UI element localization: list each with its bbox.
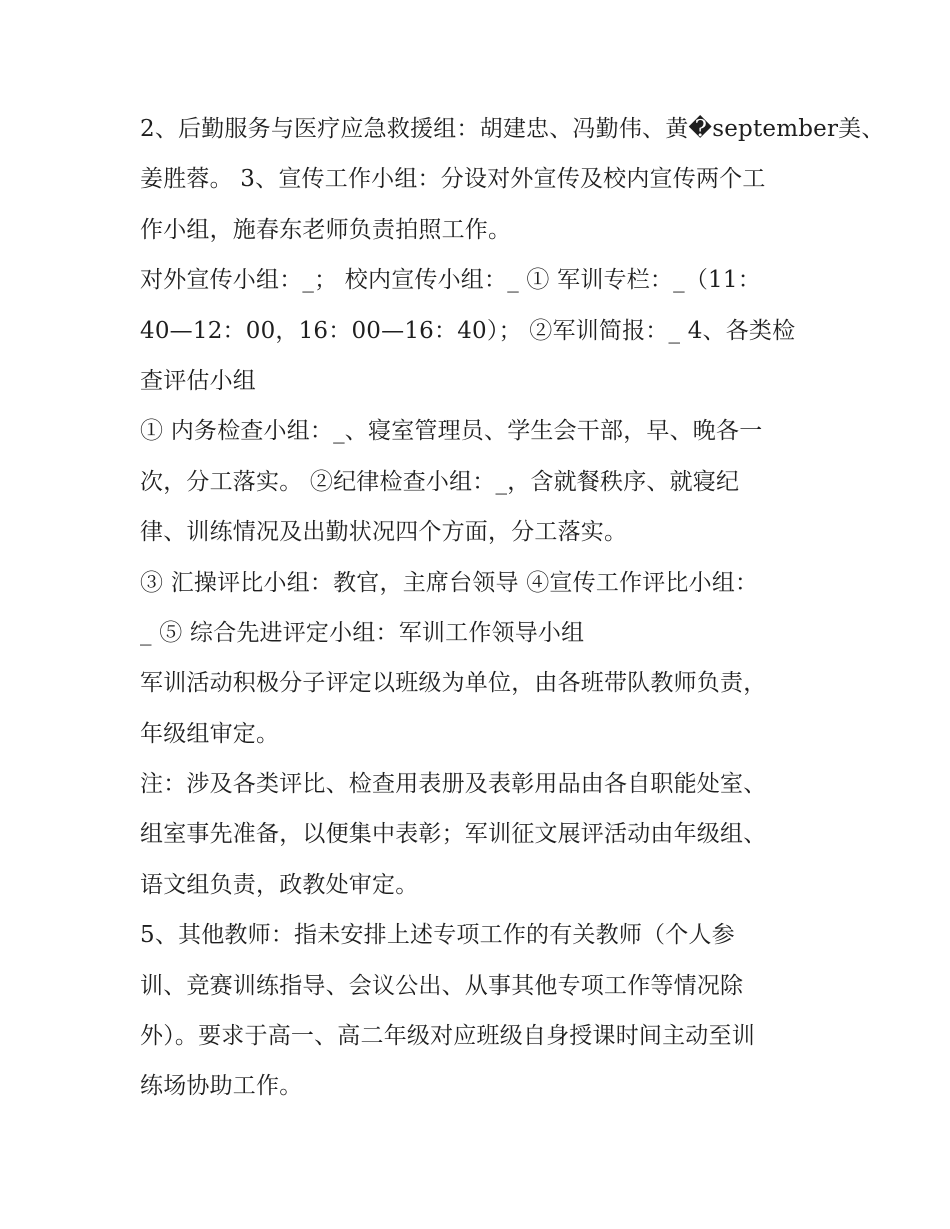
text-line: _ ⑤ 综合先进评定小组：军训工作领导小组 <box>140 619 585 646</box>
text-line: 年级组审定。 <box>140 720 280 747</box>
text-line: 注：涉及各类评比、检查用表册及表彰用品由各自职能处室、 <box>140 771 767 798</box>
text-line: 作小组，施春东老师负责拍照工作。 <box>140 216 512 243</box>
text-line: 律、训练情况及出勤状况四个方面，分工落实。 <box>140 519 628 546</box>
text-line: ① 内务检查小组：_、寝室管理员、学生会干部，早、晚各一 <box>140 418 763 445</box>
document-body <box>140 104 885 1112</box>
text-line: 对外宣传小组：_； 校内宣传小组：_ ① 军训专栏：_（11： <box>140 267 761 294</box>
text-line: 训、竞赛训练指导、会议公出、从事其他专项工作等情况除 <box>140 972 744 999</box>
text-line: 2、后勤服务与医疗应急救援组：胡建忠、冯勤伟、黄�september美、 <box>140 116 885 142</box>
text-line: 外）。要求于高一、高二年级对应班级自身授课时间主动至训 <box>140 1023 755 1050</box>
text-line: 军训活动积极分子评定以班级为单位，由各班带队教师负责， <box>140 670 767 697</box>
text-line: 组室事先准备，以便集中表彰；军训征文展评活动由年级组、 <box>140 821 767 848</box>
text-line: 40—12：00，16：00—16：40）； ②军训简报：_ 4、各类检 <box>140 317 796 344</box>
text-line: 次，分工落实。 ②纪律检查小组：_，含就餐秩序、就寝纪 <box>140 468 740 495</box>
text-line: 查评估小组 <box>140 367 256 394</box>
text-line: 语文组负责，政教处审定。 <box>140 871 419 898</box>
text-line: 练场协助工作。 <box>140 1073 303 1100</box>
text-line: 姜胜蓉。 3、宣传工作小组：分设对外宣传及校内宣传两个工 <box>140 166 766 193</box>
text-line: ③ 汇操评比小组：教官，主席台领导 ④宣传工作评比小组： <box>140 569 759 596</box>
text-line: 5、其他教师：指未安排上述专项工作的有关教师（个人参 <box>140 922 735 949</box>
